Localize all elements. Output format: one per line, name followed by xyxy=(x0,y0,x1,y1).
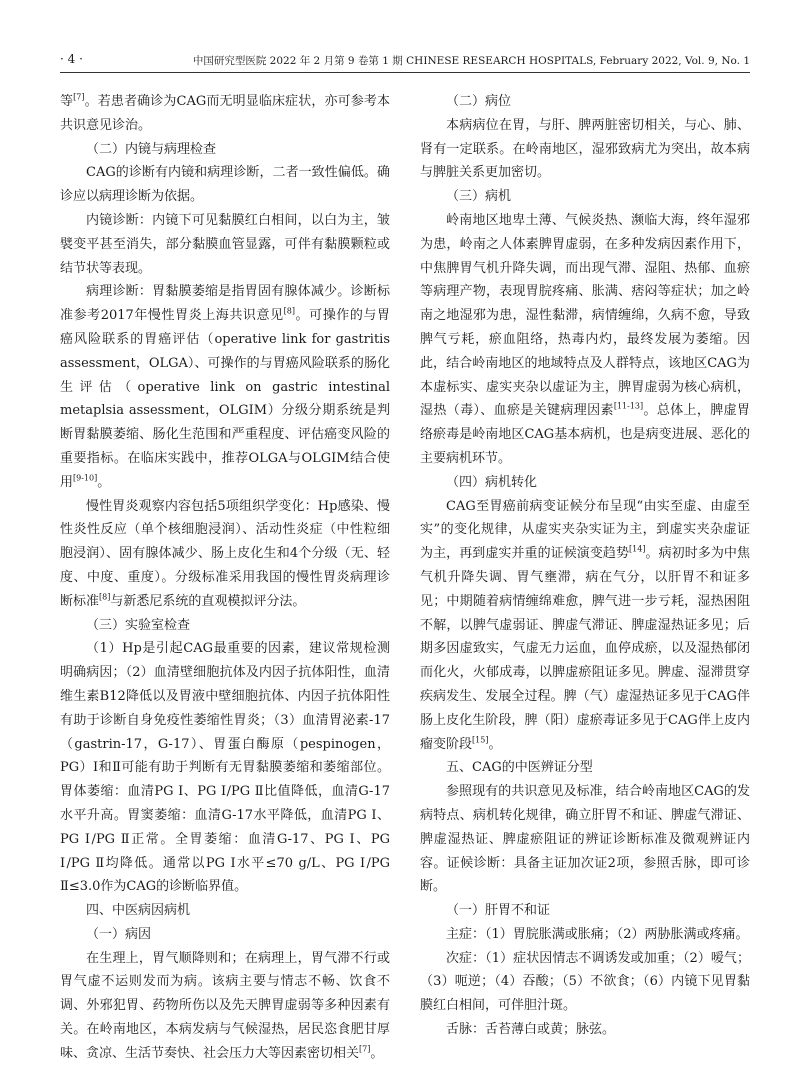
paragraph: 在生理上，胃气顺降则和；在病理上，胃气滞不行或胃气虚不运则发而为病。该病主要与情志不畅、饮食不调、外邪犯胃、药物所伤以及先天脾胃虚弱等多种因素有关。在岭南地区，本病发病与气候湿热，居民恣食肥甘厚味、贪凉、生活节奏快、社会压力大等因素密切相关[7]。 xyxy=(60,950,390,1061)
paragraph: 等[7]。若患者确诊为CAG而无明显临床症状，亦可参考本共识意见诊治。 xyxy=(60,92,390,133)
section-heading: （一）肝胃不和证 xyxy=(446,903,551,919)
paragraph: 慢性胃炎观察内容包括5项组织学变化：Hp感染、慢性炎性反应（单个核细胞浸润）、活动性炎症（中性粒细胞浸润）、固有腺体减少、肠上皮化生和4个分级（无、轻度、中度、重度）。分级标准采用我国的慢性胃炎病理诊断标准[8]与新悉尼系统的直观模拟评分法。 xyxy=(60,498,390,609)
paragraph: 内镜诊断：内镜下可见黏膜红白相间，以白为主，皱襞变平甚至消失，部分黏膜血管显露，可伴有黏膜颗粒或结节状等表现。 xyxy=(60,212,390,276)
page-header xyxy=(60,52,750,73)
section-heading: （三）实验室检查 xyxy=(86,617,191,633)
paragraph: 病理诊断：胃黏膜萎缩是指胃固有腺体减少。诊断标准参考2017年慢性胃炎上海共识意见[8]。可操作的与胃癌风险联系的胃癌评估（operative link for gastritis assessment，OLGA）、可操作的与胃癌风险联系的肠化生评估（operative link on gastric intestinal metaplsia assessment，OLGIM）分级分期系统是判断胃黏膜萎缩、肠化生范围和严重程度、评估癌变风险的重要指标。在临床实践中，推荐OLGA与OLGIM结合使用[9-10]。 xyxy=(60,284,390,490)
paragraph: 参照现有的共识意见及标准，结合岭南地区CAG的发病特点、病机转化规律，确立肝胃不和证、脾虚气滞证、脾虚湿热证、脾虚瘀阻证的辨证诊断标准及微观辨证内容。证候诊断：具备主证加次证2项，参照舌脉，即可诊断。 xyxy=(420,784,750,895)
left-column xyxy=(60,90,390,1066)
section-heading: （四）病机转化 xyxy=(446,474,538,490)
right-column xyxy=(420,90,750,1042)
journal-running-title: 中国研究型医院 2022 年 2 月第 9 卷第 1 期 CHINESE RESEARCH HOSPITALS, February 2022, Vol. 9, No. 1 xyxy=(192,55,750,67)
paragraph: 舌脉：舌苔薄白或黄；脉弦。 xyxy=(446,1022,616,1038)
paragraph: 本病病位在胃，与肝、脾两脏密切相关，与心、肺、肾有一定联系。在岭南地区，湿邪致病尤为突出，故本病与脾脏关系更加密切。 xyxy=(420,117,750,181)
page-number: · 4 · xyxy=(60,52,83,66)
section-heading: （三）病机 xyxy=(446,189,512,205)
section-heading: 五、CAG的中医辨证分型 xyxy=(446,760,593,776)
section-heading: （二）病位 xyxy=(446,94,512,109)
paragraph: （1）Hp是引起CAG最重要的因素，建议常规检测明确病因；（2）血清壁细胞抗体及内因子抗体阳性，血清维生素B12降低以及胃液中壁细胞抗体、内因子抗体阳性有助于诊断自身免疫性萎缩性胃炎；（3）血清胃泌素-17（gastrin-17，G-17）、胃蛋白酶原（pespinogen，PG）Ⅰ和Ⅱ可能有助于判断有无胃黏膜萎缩和萎缩部位。胃体萎缩：血清PG Ⅰ、PG Ⅰ/PG Ⅱ比值降低，血清G-17水平升高。胃窦萎缩：血清G-17水平降低，血清PG Ⅰ、PG Ⅰ/PG Ⅱ正常。全胃萎缩：血清G-17、PG Ⅰ、PG Ⅰ/PG Ⅱ均降低。通常以PG Ⅰ水平≤70 g/L、PG Ⅰ/PG Ⅱ≤3.0作为CAG的诊断临界值。 xyxy=(60,641,390,895)
section-heading: （二）内镜与病理检查 xyxy=(86,141,217,157)
paragraph: CAG至胃癌前病变证候分布呈现“由实至虚、由虚至实”的变化规律，从虚实夹杂实证为主，到虚实夹杂虚证为主，再到虚实并重的证候演变趋势[14]。病初时多为中焦气机升降失调、胃气壅滞，病在气分，以肝胃不和证多见；中期随着病情缠绵难愈，脾气进一步亏耗，湿热困阻不解，以脾气虚弱证、脾虚气滞证、脾虚湿热证多见；后期多因虚致实，气虚无力运血，血停成瘀，以及湿热郁闭而化火，火郁成毒，以脾虚瘀阻证多见。脾虚、湿滞贯穿疾病发生、发展全过程。脾（气）虚湿热证多见于CAG伴肠上皮化生阶段，脾（阳）虚瘀毒证多见于CAG伴上皮内瘤变阶段[15]。 xyxy=(420,498,750,752)
paragraph: 次症：（1）症状因情志不调诱发或加重；（2）嗳气；（3）呃逆；（4）吞酸；（5）不欲食；（6）内镜下见胃黏膜红白相间，可伴胆汁斑。 xyxy=(420,950,750,1014)
section-heading: 四、中医病因病机 xyxy=(86,903,191,919)
paragraph: 岭南地区地卑土薄、气候炎热、濒临大海，终年湿邪为患，岭南之人体素脾胃虚弱，在多种发病因素作用下，中焦脾胃气机升降失调，而出现气滞、湿阻、热郁、血瘀等病理产物，表现胃脘疼痛、胀满、痞闷等症状；加之岭南之地湿邪为患，湿性黏滞，病情缠绵，久病不愈，导致脾气亏耗，瘀血阻络，热毒内灼，最终发展为萎缩。因此，结合岭南地区的地域特点及人群特点，该地区CAG为本虚标实、虚实夹杂以虚证为主，脾胃虚弱为核心病机，湿热（毒）、血瘀是关键病理因素[11-13]。总体上，脾虚胃络瘀毒是岭南地区CAG基本病机，也是病变进展、恶化的主要病机环节。 xyxy=(420,212,750,466)
paragraph: 主症：（1）胃脘胀满或胀痛；（2）两胁胀满或疼痛。 xyxy=(446,926,749,942)
paragraph: CAG的诊断有内镜和病理诊断，二者一致性偏低。确诊应以病理诊断为依据。 xyxy=(60,165,390,205)
section-heading: （一）病因 xyxy=(86,926,152,942)
